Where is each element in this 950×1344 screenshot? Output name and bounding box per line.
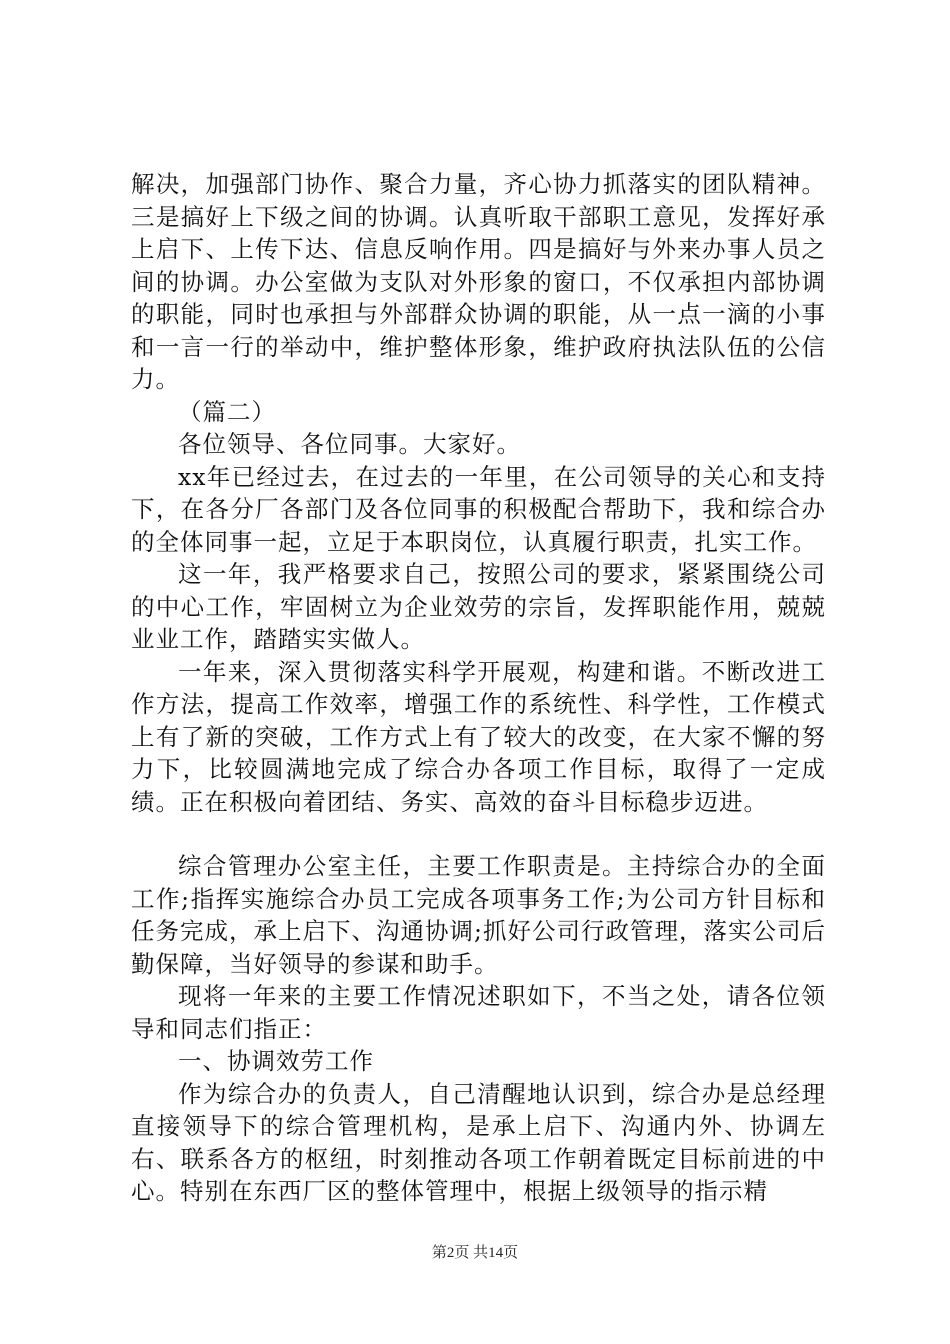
greeting-paragraph: 各位领导、各位同事。大家好。 bbox=[178, 430, 521, 458]
paragraph: xx年已经过去，在过去的一年里，在公司领导的关心和支持下，在各分厂各部门及各位同事的积极配合帮助下，我和综合办的全体同事一起，立足于本职岗位，认真履行职责，扎实工作。 bbox=[131, 462, 826, 556]
paragraph: 综合管理办公室主任，主要工作职责是。主持综合办的全面工作;指挥实施综合办员工完成各项事务工作;为公司方针目标和任务完成，承上启下、沟通协调;抓好公司行政管理，落实公司后勤保障，当好领导的参谋和助手。 bbox=[131, 852, 826, 978]
page-number-footer: 第2页 共14页 bbox=[431, 1245, 519, 1261]
paragraph: 这一年，我严格要求自己，按照公司的要求，紧紧围绕公司的中心工作，牢固树立为企业效劳的宗旨，发挥职能作用，兢兢业业工作，踏踏实实做人。 bbox=[131, 560, 826, 653]
paragraph-continuation: 解决，加强部门协作、聚合力量，齐心协力抓落实的团队精神。三是搞好上下级之间的协调。认真听取干部职工意见，发挥好承上启下、上传下达、信息反响作用。四是搞好与外来办事人员之间的协调。办公室做为支队对外形象的窗口，不仅承担内部协调的职能，同时也承担与外部群众协调的职能，从一点一滴的小事和一言一行的举动中，维护整体形象，维护政府执法队伍的公信力。 bbox=[131, 170, 826, 393]
subsection-heading: 一、协调效劳工作 bbox=[178, 1047, 374, 1075]
paragraph: 一年来，深入贯彻落实科学开展观，构建和谐。不断改进工作方法，提高工作效率，增强工作的系统性、科学性，工作模式上有了新的突破，工作方式上有了较大的改变，在大家不懈的努力下，比较圆满地完成了综合办各项工作目标，取得了一定成绩。正在积极向着团结、务实、高效的奋斗目标稳步迈进。 bbox=[131, 657, 826, 816]
paragraph: 作为综合办的负责人，自己清醒地认识到，综合办是总经理直接领导下的综合管理机构，是承上启下、沟通内外、协调左右、联系各方的枢纽，时刻推动各项工作朝着既定目标前进的中心。特别在东西厂区的整体管理中，根据上级领导的指示精 bbox=[131, 1079, 826, 1205]
document-body bbox=[131, 168, 826, 1208]
paragraph: 现将一年来的主要工作情况述职如下，不当之处，请各位领导和同志们指正： bbox=[131, 982, 826, 1043]
section-heading: （篇二） bbox=[178, 397, 276, 426]
paragraph-spacer bbox=[131, 818, 826, 850]
